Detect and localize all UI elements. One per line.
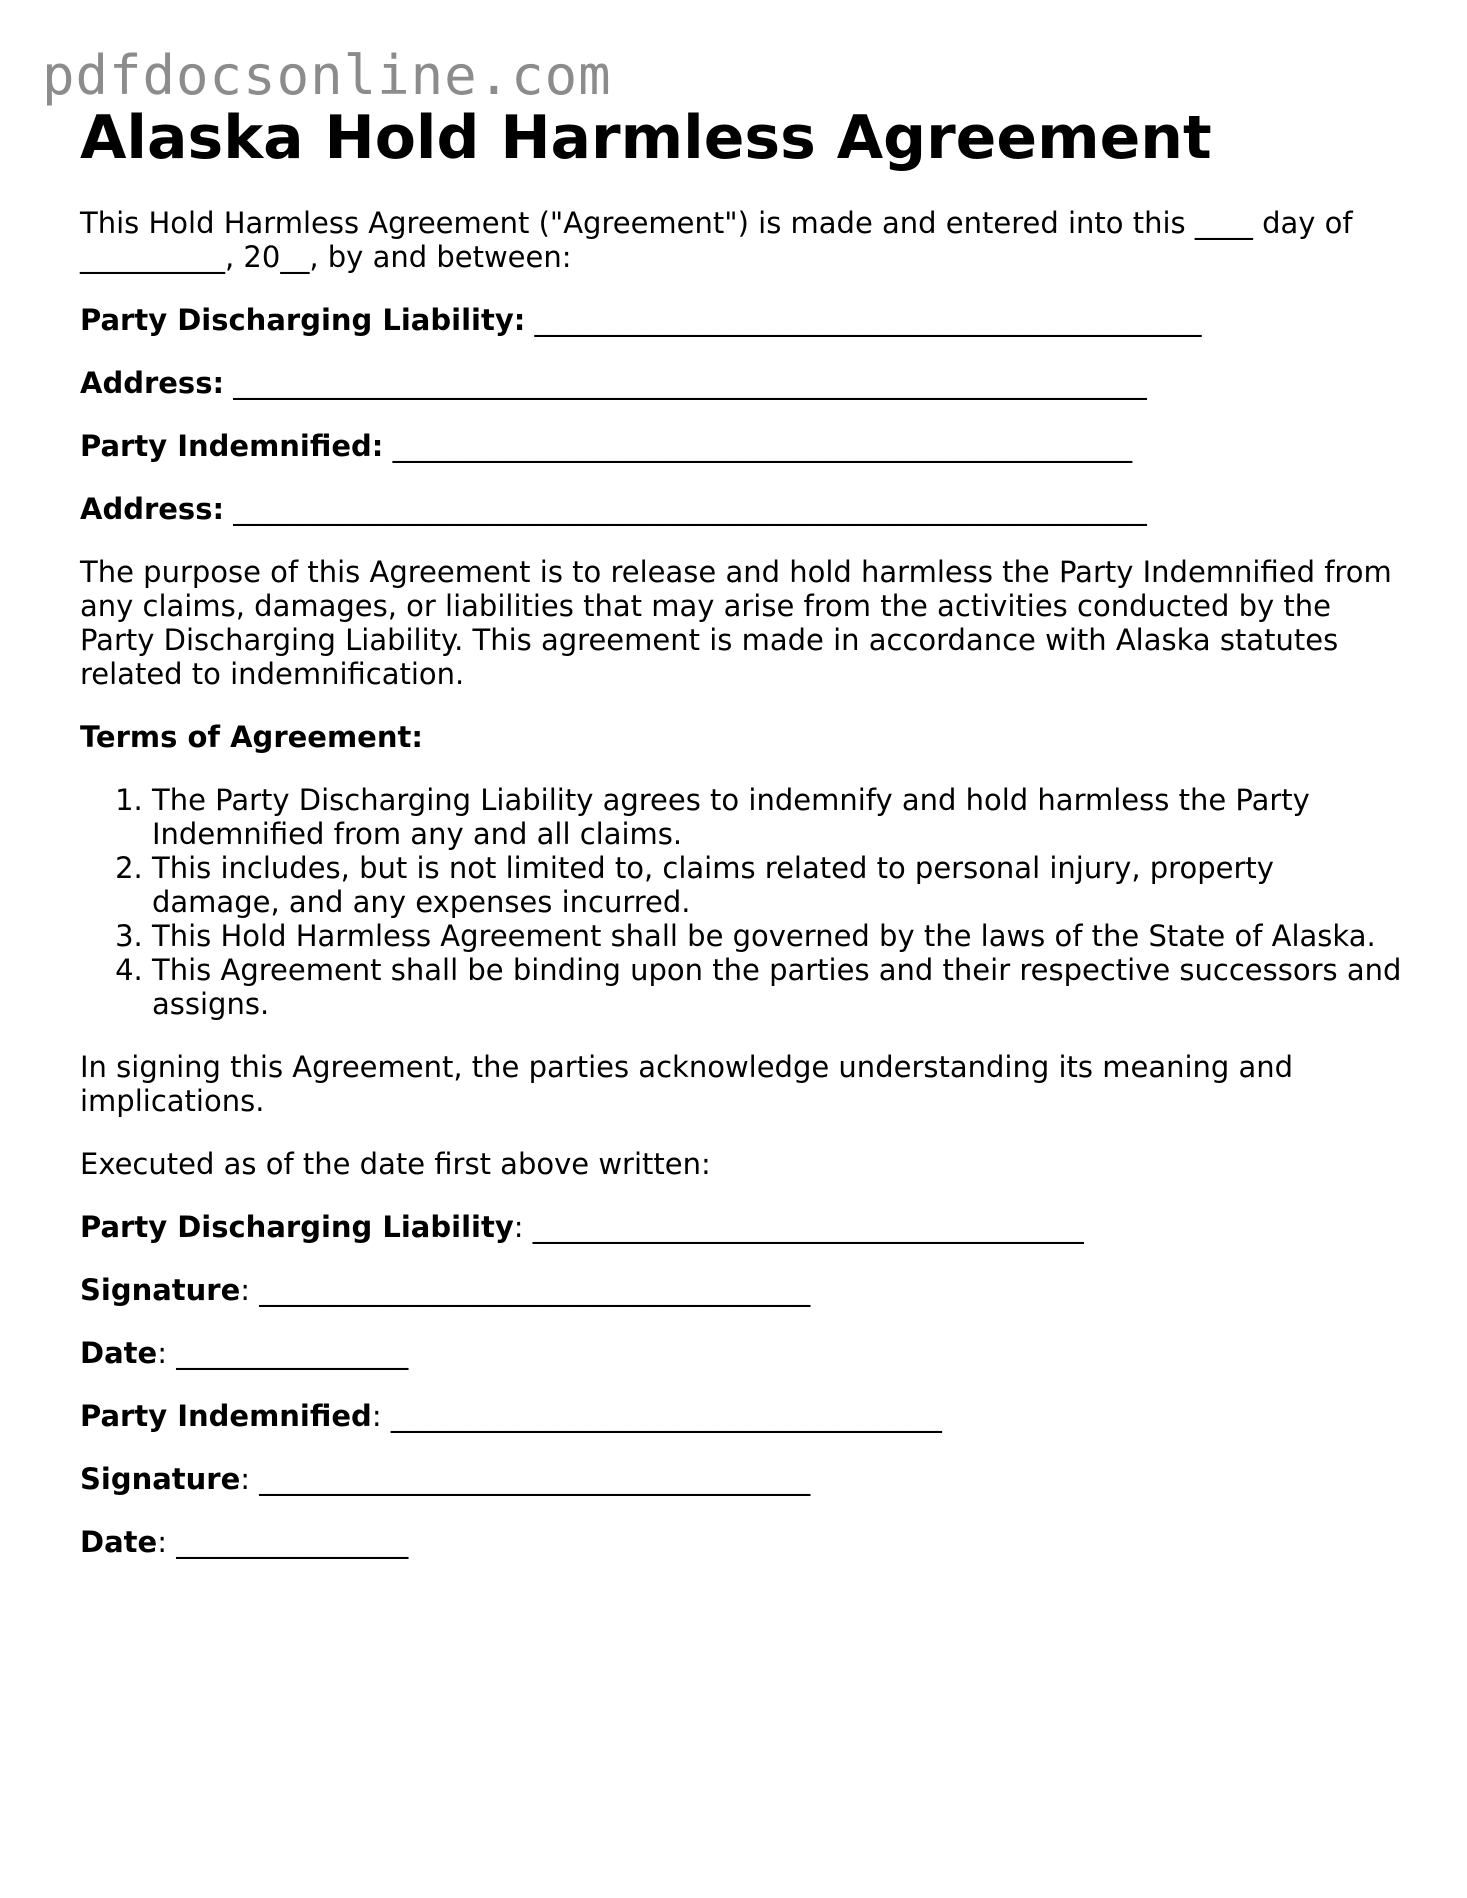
purpose-line-3: Party Discharging Liability. This agreement is made in accordance with Alaska statutes (80, 623, 1339, 657)
document-body (80, 100, 1410, 1559)
separator: : (240, 1462, 251, 1496)
ack-line-2: implications. (80, 1084, 265, 1118)
list-item (152, 783, 1410, 851)
page-title: Alaska Hold Harmless Agreement (80, 103, 1212, 173)
address-field-1[interactable] (80, 366, 1410, 400)
blank-line[interactable]: ______________________________________ (259, 1273, 811, 1307)
separator: : (240, 1273, 251, 1307)
purpose-line-2: any claims, damages, or liabilities that may arise from the activities conducted by the (80, 589, 1332, 623)
field-label: Date (80, 1525, 158, 1559)
field-label: Date (80, 1336, 158, 1370)
party-discharging-field[interactable] (80, 303, 1410, 337)
list-item (152, 851, 1410, 919)
blank-line[interactable]: ___________________________________________________ (392, 429, 1133, 463)
term-line: The Party Discharging Liability agrees to indemnify and hold harmless the Party (152, 783, 1310, 817)
signature-line-2[interactable] (80, 1462, 1410, 1496)
blank-line[interactable]: _______________________________________________________________ (233, 492, 1147, 526)
term-line: assigns. (152, 987, 270, 1021)
intro-paragraph (80, 206, 1410, 274)
blank-line[interactable]: ______________________________________ (532, 1210, 1084, 1244)
list-item (152, 919, 1410, 953)
blank-line[interactable]: _______________________________________________________________ (233, 366, 1147, 400)
term-line: This Agreement shall be binding upon the parties and their respective successors and (152, 953, 1402, 987)
party-indemnified-field[interactable] (80, 429, 1410, 463)
field-label: Party Indemnified: (80, 429, 384, 463)
terms-heading: Terms of Agreement: (80, 720, 423, 754)
field-label: Party Indemnified (80, 1399, 372, 1433)
term-line: Indemnified from any and all claims. (152, 817, 683, 851)
field-label: Party Discharging Liability: (80, 303, 526, 337)
date-line-2[interactable] (80, 1525, 1410, 1559)
field-label: Signature (80, 1462, 241, 1496)
term-line: This includes, but is not limited to, claims related to personal injury, property (152, 851, 1274, 885)
field-label: Party Discharging Liability (80, 1210, 514, 1244)
separator: : (157, 1336, 167, 1370)
blank-line[interactable]: ______________________________________________ (534, 303, 1202, 337)
blank-line[interactable]: ________________ (176, 1336, 409, 1370)
separator: : (157, 1525, 167, 1559)
term-line: damage, and any expenses incurred. (152, 885, 691, 919)
field-label: Address: (80, 492, 225, 526)
purpose-paragraph (80, 555, 1410, 691)
separator: : (371, 1399, 382, 1433)
term-line: This Hold Harmless Agreement shall be governed by the laws of the State of Alaska. (152, 919, 1376, 953)
blank-line[interactable]: ______________________________________ (390, 1399, 942, 1433)
signature-party-discharging[interactable] (80, 1210, 1410, 1244)
list-item (152, 953, 1410, 1021)
intro-line-1: This Hold Harmless Agreement ("Agreement") is made and entered into this ____ day of (80, 206, 1353, 240)
blank-line[interactable]: ________________ (176, 1525, 409, 1559)
purpose-line-4: related to indemnification. (80, 657, 465, 691)
intro-line-2: __________, 20__, by and between: (80, 240, 572, 274)
date-line-1[interactable] (80, 1336, 1410, 1370)
purpose-line-1: The purpose of this Agreement is to release and hold harmless the Party Indemnified from (80, 555, 1392, 589)
field-label: Address: (80, 366, 225, 400)
separator: : (513, 1210, 524, 1244)
ack-line-1: In signing this Agreement, the parties acknowledge understanding its meaning and (80, 1050, 1294, 1084)
acknowledgment-paragraph (80, 1050, 1410, 1118)
address-field-2[interactable] (80, 492, 1410, 526)
field-label: Signature (80, 1273, 241, 1307)
terms-list (80, 783, 1410, 1021)
signature-line-1[interactable] (80, 1273, 1410, 1307)
blank-line[interactable]: ______________________________________ (259, 1462, 811, 1496)
watermark: pdfdocsonline.com (42, 44, 612, 107)
executed-line: Executed as of the date first above written: (80, 1147, 711, 1181)
signature-party-indemnified[interactable] (80, 1399, 1410, 1433)
